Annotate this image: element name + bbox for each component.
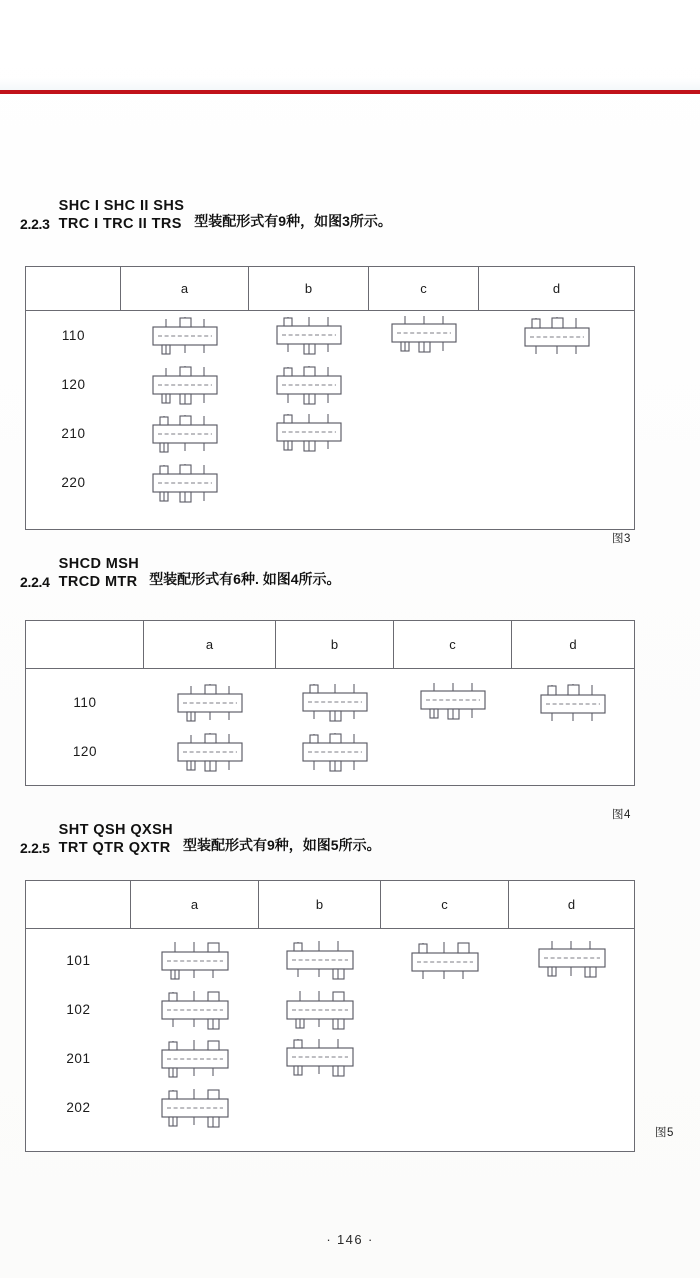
row-label-120: 120 [72, 744, 98, 759]
diagram-cell-220-a [121, 458, 249, 507]
column-header-blank [26, 267, 121, 310]
row-label-201: 201 [66, 1051, 91, 1066]
diagram-cell-210-b [249, 409, 369, 458]
diagram-cell-220-b-empty [249, 458, 369, 507]
figure-table-5-body [26, 936, 634, 1132]
section-number: 2.2.3 [20, 215, 50, 232]
diagram-cell-202-a [131, 1083, 259, 1132]
diagram-cell-110-d [512, 678, 634, 727]
diagram-cell-110-c [394, 678, 512, 727]
diagram-cell-110-b [249, 311, 369, 360]
diagram-cell-102-a [131, 985, 259, 1034]
diagram-cell-110-c [369, 311, 479, 360]
row-label-210: 210 [61, 426, 86, 441]
column-header-b: b [249, 267, 369, 310]
header-red-rule [0, 90, 700, 94]
section-number: 2.2.4 [20, 573, 50, 590]
section-heading-225 [20, 822, 381, 858]
diagram-cell-102-b [259, 985, 381, 1034]
figure-table-4 [25, 620, 635, 786]
table-row [26, 458, 634, 507]
row-label-220: 220 [61, 475, 86, 490]
figure-table-4-body [26, 678, 634, 776]
diagram-cell-201-d-empty [509, 1034, 634, 1083]
figure-table-3-header-row [26, 267, 634, 311]
diagram-cell-102-d-empty [509, 985, 634, 1034]
diagram-cell-101-d [509, 936, 634, 985]
page-number: · 146 · [326, 1232, 374, 1247]
figure-caption-5: 图5 [655, 1127, 674, 1139]
section-heading-224 [20, 556, 341, 592]
column-header-d: d [552, 281, 561, 296]
diagram-cell-120-a [121, 360, 249, 409]
diagram-cell-102-c-empty [381, 985, 509, 1034]
diagram-cell-101-c [381, 936, 509, 985]
row-label-120: 120 [61, 377, 86, 392]
diagram-cell-220-d-empty [479, 458, 634, 507]
model-code-line-1: SHT QSH QXSH [58, 822, 174, 838]
column-header-a: a [131, 881, 259, 928]
row-label-202: 202 [66, 1100, 91, 1115]
diagram-cell-110-a [144, 678, 276, 727]
column-header-a: a [121, 267, 249, 310]
diagram-cell-110-a [121, 311, 249, 360]
model-code-line-1: SHCD MSH [58, 556, 140, 572]
diagram-cell-210-a [121, 409, 249, 458]
row-label-110: 110 [61, 328, 86, 343]
diagram-cell-120-b [249, 360, 369, 409]
model-code-line-2: TRT QTR QXTR [58, 839, 171, 856]
row-label-110: 110 [73, 695, 97, 710]
section-model-codes [59, 556, 140, 592]
column-header-c: c [394, 621, 512, 668]
table-row [26, 409, 634, 458]
diagram-cell-120-c-empty [369, 360, 479, 409]
diagram-cell-202-c-empty [381, 1083, 509, 1132]
section-description: 型装配形式有6种. 如图4所示。 [149, 570, 341, 587]
figure-caption-3: 图3 [612, 533, 631, 545]
table-row [26, 985, 634, 1034]
table-row [26, 678, 634, 727]
figure-table-5 [25, 880, 635, 1152]
diagram-cell-120-d-empty [479, 360, 634, 409]
model-code-line-1: SHC I SHC II SHS [58, 198, 185, 214]
diagram-cell-110-b [276, 678, 394, 727]
model-code-line-2: TRC I TRC II TRS [58, 215, 182, 232]
section-description: 型装配形式有9种，如图3所示。 [194, 212, 392, 229]
diagram-cell-220-c-empty [369, 458, 479, 507]
model-code-line-2: TRCD MTR [58, 573, 138, 590]
table-row [26, 311, 634, 360]
column-header-blank [26, 621, 144, 668]
diagram-cell-202-d-empty [509, 1083, 634, 1132]
diagram-cell-101-b [259, 936, 381, 985]
diagram-cell-120-b [276, 727, 394, 776]
diagram-cell-110-d [479, 311, 634, 360]
figure-table-3-body [26, 311, 634, 507]
diagram-cell-201-b [259, 1034, 381, 1083]
column-header-b: b [259, 881, 381, 928]
section-model-codes [59, 198, 185, 234]
table-row [26, 1034, 634, 1083]
section-heading-223 [20, 198, 392, 234]
figure-table-5-header-row [26, 881, 634, 929]
section-model-codes [59, 822, 173, 858]
table-row [26, 936, 634, 985]
diagram-cell-101-a [131, 936, 259, 985]
column-header-a: a [144, 621, 276, 668]
diagram-cell-201-c-empty [381, 1034, 509, 1083]
table-row [26, 360, 634, 409]
figure-table-4-header-row [26, 621, 634, 669]
diagram-cell-201-a [131, 1034, 259, 1083]
diagram-cell-120-a [144, 727, 276, 776]
row-label-102: 102 [66, 1002, 91, 1017]
header-band [0, 78, 700, 90]
column-header-b: b [276, 621, 394, 668]
table-row [26, 727, 634, 776]
column-header-c: c [381, 881, 509, 928]
diagram-cell-210-c-empty [369, 409, 479, 458]
section-number: 2.2.5 [20, 839, 50, 856]
figure-caption-4: 图4 [612, 809, 631, 821]
figure-table-3 [25, 266, 635, 530]
column-header-d: d [569, 637, 577, 652]
diagram-cell-202-b-empty [259, 1083, 381, 1132]
column-header-d: d [567, 897, 576, 912]
diagram-cell-120-d-empty [512, 727, 634, 776]
table-row [26, 1083, 634, 1132]
diagram-cell-210-d-empty [479, 409, 634, 458]
section-description: 型装配形式有9种，如图5所示。 [183, 836, 381, 853]
diagram-cell-120-c-empty [394, 727, 512, 776]
row-label-101: 101 [66, 953, 91, 968]
column-header-blank [26, 881, 131, 928]
column-header-c: c [369, 267, 479, 310]
